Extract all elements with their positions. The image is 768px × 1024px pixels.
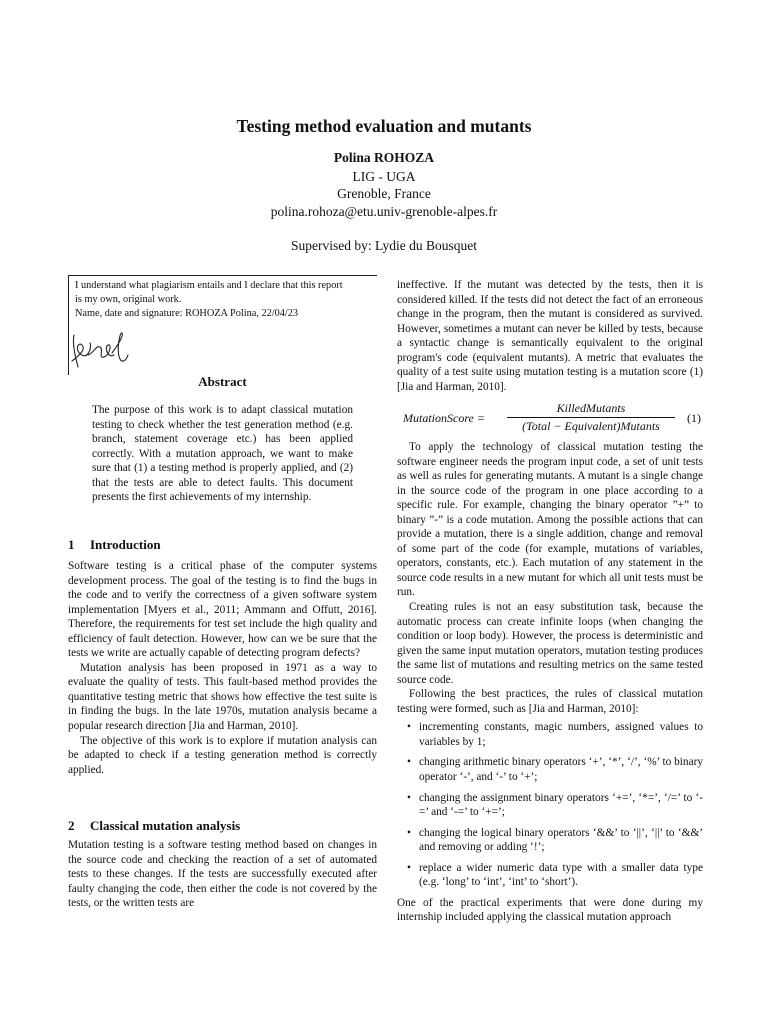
supervisor-line: Supervised by: Lydie du Bousquet bbox=[291, 238, 477, 253]
equation-fraction bbox=[507, 401, 675, 434]
intro-paragraph-3: The objective of this work is to explore if mutation analysis can be adapted to check if a testing generation method is correctly applied. bbox=[68, 734, 377, 776]
declaration-line-1: I understand what plagiarism entails and I declare that this report bbox=[75, 280, 343, 291]
abstract-text bbox=[92, 403, 353, 505]
right-column-top bbox=[397, 278, 703, 394]
section-2-number: 2 bbox=[68, 818, 75, 833]
location: Grenoble, France bbox=[337, 186, 431, 201]
equation-denominator: (Total − Equivalent)Mutants bbox=[522, 419, 660, 433]
author-name: Polina ROHOZA bbox=[333, 150, 435, 165]
intro-paragraph-1: Software testing is a critical phase of the computer systems development process. The goal of the testing is to find the bugs in the code and to verify the correctness of a given software system implementation [Myers et al., 2011; Ammann and Offutt, 2016]. Therefore, the requirements for test set include the high quality and efficiency of fault detection. However, how can we be sure that the tests we write are actually capable of detecting program defects? bbox=[68, 560, 377, 660]
right-paragraph-2: To apply the technology of classical mutation testing the software engineer needs the program input code, a set of unit tests as well as rules for generating mutants. A mutant is a single change in the source code of the program in one place according to a specific rule. For example, changing the binary operator ”+” to binary ”-” is a code mutation. Among the possible actions that can provide a mutation, there is a single addition, change and removal of some part of the code (for example, mutations of variables, operators, constants, etc.). Each mutation of any statement in the source code results in a new mutant for which all unit tests must be run. bbox=[397, 441, 703, 599]
right-paragraph-1: ineffective. If the mutant was detected by the tests, then it is considered killed. If the tests did not detect the fact of an erroneous change in the program, then the mutant is considered as survived. However, sometimes a mutant can never be killed by tests, because a syntactic change is semantically equivalent to the original program's code (equivalent mutants). A metric that evaluates the quality of a test suite using mutation testing is a mutation score (1) [Jia and Harman, 2010]. bbox=[397, 279, 703, 393]
section-1-body bbox=[68, 559, 377, 777]
right-column-body bbox=[397, 440, 703, 925]
declaration-line-2: is my own, original work. bbox=[75, 294, 182, 305]
mutation-paragraph-1: Mutation testing is a software testing method based on changes in the source code and checking the reaction of a set of automated tests to these changes. If the tests are successfully executed after faulty changing the code, then either the code is not covered by the tests, or the written tests are bbox=[68, 839, 377, 910]
author-email[interactable]: polina.rohoza@etu.univ-grenoble-alpes.fr bbox=[270, 204, 498, 219]
right-paragraph-4: Following the best practices, the rules of classical mutation testing were formed, such as [Jia and Harman, 2010]: bbox=[397, 688, 703, 715]
equation-numerator: KilledMutants bbox=[556, 401, 626, 415]
list-item: • replace a wider numeric data type with a smaller data type (e.g. ‘long’ to ‘int’, ‘int’ to ‘short’). bbox=[397, 861, 703, 890]
equation-lhs: MutationScore = bbox=[403, 411, 485, 425]
handwritten-signature bbox=[68, 325, 138, 373]
list-item: • changing the logical binary operators ‘&&’ to ‘||’, ‘||’ to ‘&&’ and removing or adding ‘!’; bbox=[397, 826, 703, 855]
list-item: • incrementing constants, magic numbers, assigned values to variables by 1; bbox=[397, 720, 703, 749]
section-2-body bbox=[68, 838, 377, 911]
right-paragraph-5: One of the practical experiments that were done during my internship included applying the classical mutation approach bbox=[397, 896, 703, 924]
section-2-heading bbox=[68, 818, 240, 834]
list-item: • changing arithmetic binary operators ‘+’, ‘*’, ‘/’, ‘%’ to binary operator ‘-’, and ‘-’ to ‘+’; bbox=[397, 755, 703, 784]
list-item: • changing the assignment binary operators ‘+=’, ‘*=’, ‘/=’ to ‘-=’ and ‘-=’ to ‘+=’; bbox=[397, 791, 703, 820]
section-1-heading bbox=[68, 537, 161, 553]
mutation-score-equation bbox=[397, 401, 703, 437]
abstract-paragraph: The purpose of this work is to adapt classical mutation testing to check whether the test generation method (e.g. branch, statement coverage etc.) has been applied correctly. With a mutation approach, we want to make sure that (1) a testing method is properly applied, and (2) that the tests are able to detect faults. This document presents the first achievements of my internship. bbox=[92, 404, 353, 504]
fraction-bar bbox=[507, 417, 675, 418]
declaration-line-3: Name, date and signature: ROHOZA Polina, 22/04/23 bbox=[75, 308, 299, 319]
equation-number: (1) bbox=[687, 411, 701, 425]
paper-title: Testing method evaluation and mutants bbox=[236, 116, 532, 136]
section-2-title: Classical mutation analysis bbox=[90, 818, 241, 833]
right-paragraph-3: Creating rules is not an easy substitution task, because the automatic process can create infinite loops (when changing the condition or loop body). However, the process is deterministic and given the same input mutation operators, mutation testing produces the same list of mutations and resulting metrics on the same tested source code. bbox=[397, 601, 703, 686]
abstract-heading: Abstract bbox=[198, 374, 247, 389]
intro-paragraph-2: Mutation analysis has been proposed in 1971 as a way to evaluate the quality of tests. This fault-based method provides the quantitative testing metric that shows how effective the test suite is in finding the bugs. In the late 1970s, mutation analysis became a popular research direction [Jia and Harman, 2010]. bbox=[68, 661, 377, 733]
affiliation: LIG - UGA bbox=[352, 169, 416, 184]
mutation-rules-list bbox=[397, 720, 703, 889]
section-1-title: Introduction bbox=[90, 537, 161, 552]
section-1-number: 1 bbox=[68, 537, 75, 552]
